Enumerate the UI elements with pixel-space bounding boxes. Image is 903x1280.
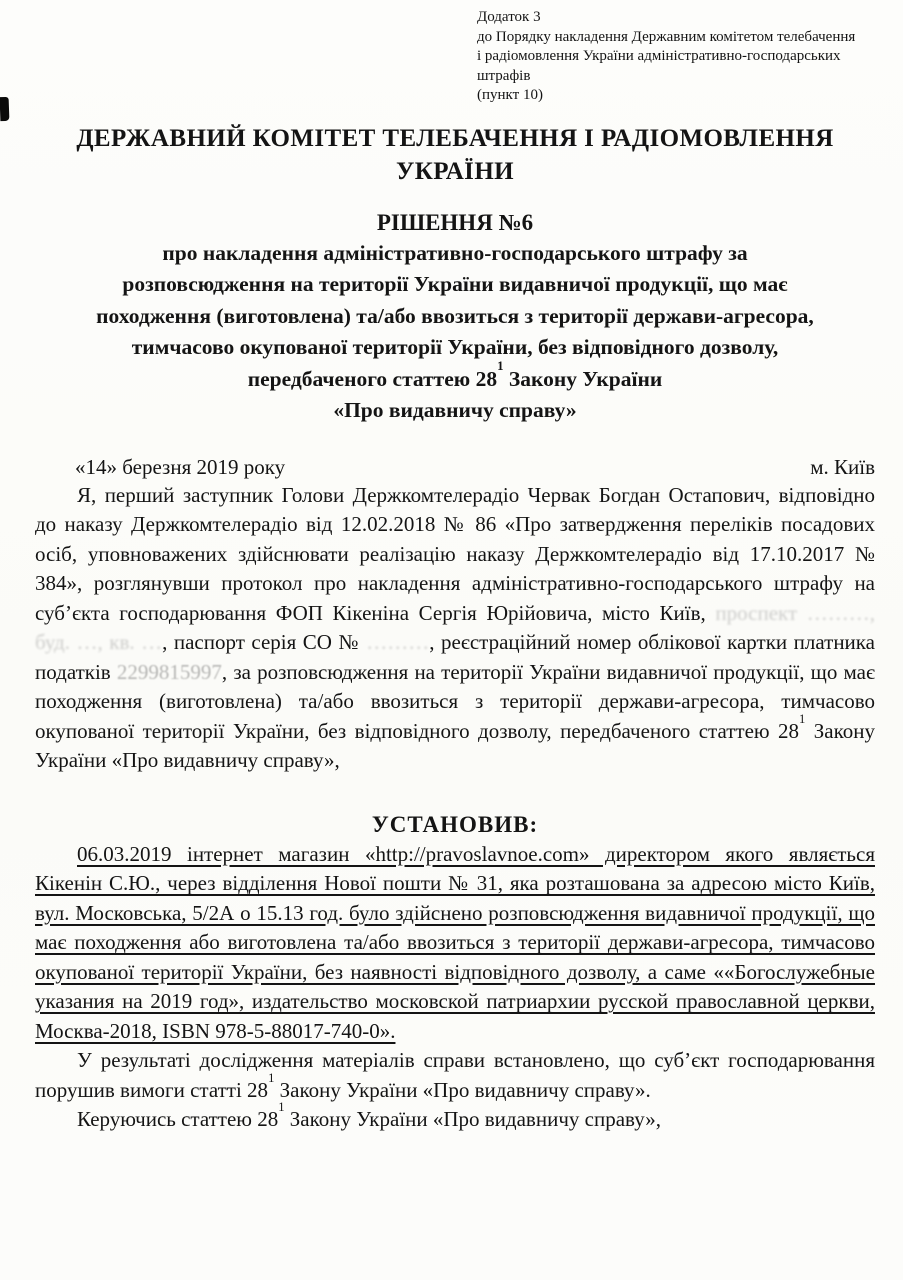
superscript-one: 1 bbox=[799, 711, 806, 726]
superscript-one: 1 bbox=[268, 1070, 275, 1085]
org-title bbox=[35, 122, 875, 188]
annex-line: і радіомовлення України адміністративно-господарських штрафів bbox=[477, 48, 841, 84]
decision-subtitle bbox=[35, 238, 875, 427]
preamble-paragraph bbox=[35, 481, 875, 776]
annex-line: Додаток 3 bbox=[477, 9, 541, 25]
subtitle-line: про накладення адміністративно-господарського штрафу за bbox=[162, 240, 748, 265]
redacted-tax-number: 2299815997 bbox=[116, 659, 222, 684]
preamble-text: , паспорт серія СО № bbox=[162, 630, 367, 654]
scan-artifact bbox=[0, 97, 9, 121]
finding-text: 06.03.2019 інтернет магазин «http://pravoslavnoe.com» директором якого являється Кікенін С.Ю., через відділення Нової пошти № 31, яка розташована за адресою місто Київ, вул. Московська, 5/2А о 15.13 год. було здійснено розповсюдження видавничої продукції, що має походження або виготовлена та/або ввозиться з території держави-агресора, тимчасово окупованої території України, без наявності відповідного дозволу, а саме ««Богослужебные указания на 2019 год», издательство московской патриархии русской православной церкви, Москва-2018, ISBN 978-5-88017-740-0». bbox=[35, 841, 875, 1043]
finding-paragraph bbox=[35, 840, 875, 1047]
conclusion-text: Закону України «Про видавничу справу». bbox=[274, 1077, 651, 1102]
closing-text: Керуючись статтею 28 bbox=[77, 1107, 279, 1131]
resolved-heading: УСТАНОВИВ: bbox=[371, 811, 539, 837]
annex-note bbox=[477, 8, 875, 106]
superscript-one: 1 bbox=[278, 1100, 285, 1115]
subtitle-article-text: передбаченого статтею 28 bbox=[247, 366, 498, 391]
decision-date: «14» березня 2019 року bbox=[75, 454, 286, 479]
preamble-text: Закону України «Про видавничу справу», bbox=[35, 718, 876, 772]
conclusion-text: У результаті дослідження матеріалів справи встановлено, що суб’єкт господарювання порушив вимоги статті 28 bbox=[35, 1048, 875, 1102]
superscript-one: 1 bbox=[497, 359, 504, 374]
redacted-address: проспект ………, буд. …, кв. … bbox=[35, 600, 875, 654]
redacted-passport-number: ……… bbox=[366, 630, 430, 654]
decision-title: РІШЕННЯ №6 bbox=[376, 209, 534, 235]
subtitle-line: походження (виготовлена) та/або ввозиться з території держави-агресора, bbox=[96, 303, 814, 328]
org-title-line: УКРАЇНИ bbox=[395, 157, 515, 185]
conclusion-paragraph bbox=[35, 1046, 875, 1105]
preamble-text: , реєстраційний номер облікової картки платника податків bbox=[35, 630, 875, 684]
preamble-text: Я, перший заступник Голови Держкомтелерадіо Червак Богдан Остапович, відповідно до наказу Держкомтелерадіо від 12.02.2018 № 86 «Про затвердження переліків посадових осіб, уповноважених здійснювати реалізацію наказу Держкомтелерадіо від 17.10.2017 № 384», розглянувши протокол про накладення адміністративно-господарського штрафу на суб’єкта господарювання ФОП Кікеніна Сергія Юрійовича, місто Київ, bbox=[35, 482, 875, 625]
subtitle-line: розповсюдження на території України видавничої продукції, що має bbox=[122, 272, 788, 296]
closing-line bbox=[35, 1100, 875, 1135]
subtitle-line: тимчасово окупованої території України, без відповідного дозволу, bbox=[131, 335, 779, 359]
annex-line: (пункт 10) bbox=[477, 87, 543, 103]
preamble-text: , за розповсюдження на території України видавничої продукції, що має походження (виготовлена) та/або ввозиться з території держави-агресора, тимчасово окупованої території України, без відповідного дозволу, передбаченого статтею 28 bbox=[35, 659, 875, 743]
closing-text: Закону України «Про видавничу справу», bbox=[284, 1107, 661, 1131]
org-title-line: ДЕРЖАВНИЙ КОМІТЕТ ТЕЛЕБАЧЕННЯ І РАДІОМОВЛЕННЯ bbox=[76, 124, 834, 152]
annex-line: до Порядку накладення Державним комітетом телебачення bbox=[477, 28, 856, 45]
decision-place: м. Київ bbox=[810, 454, 875, 479]
subtitle-article-text: Закону України bbox=[503, 366, 663, 391]
subtitle-line: «Про видавничу справу» bbox=[333, 398, 577, 422]
date-place-row bbox=[35, 453, 875, 481]
subtitle-line bbox=[35, 359, 875, 396]
